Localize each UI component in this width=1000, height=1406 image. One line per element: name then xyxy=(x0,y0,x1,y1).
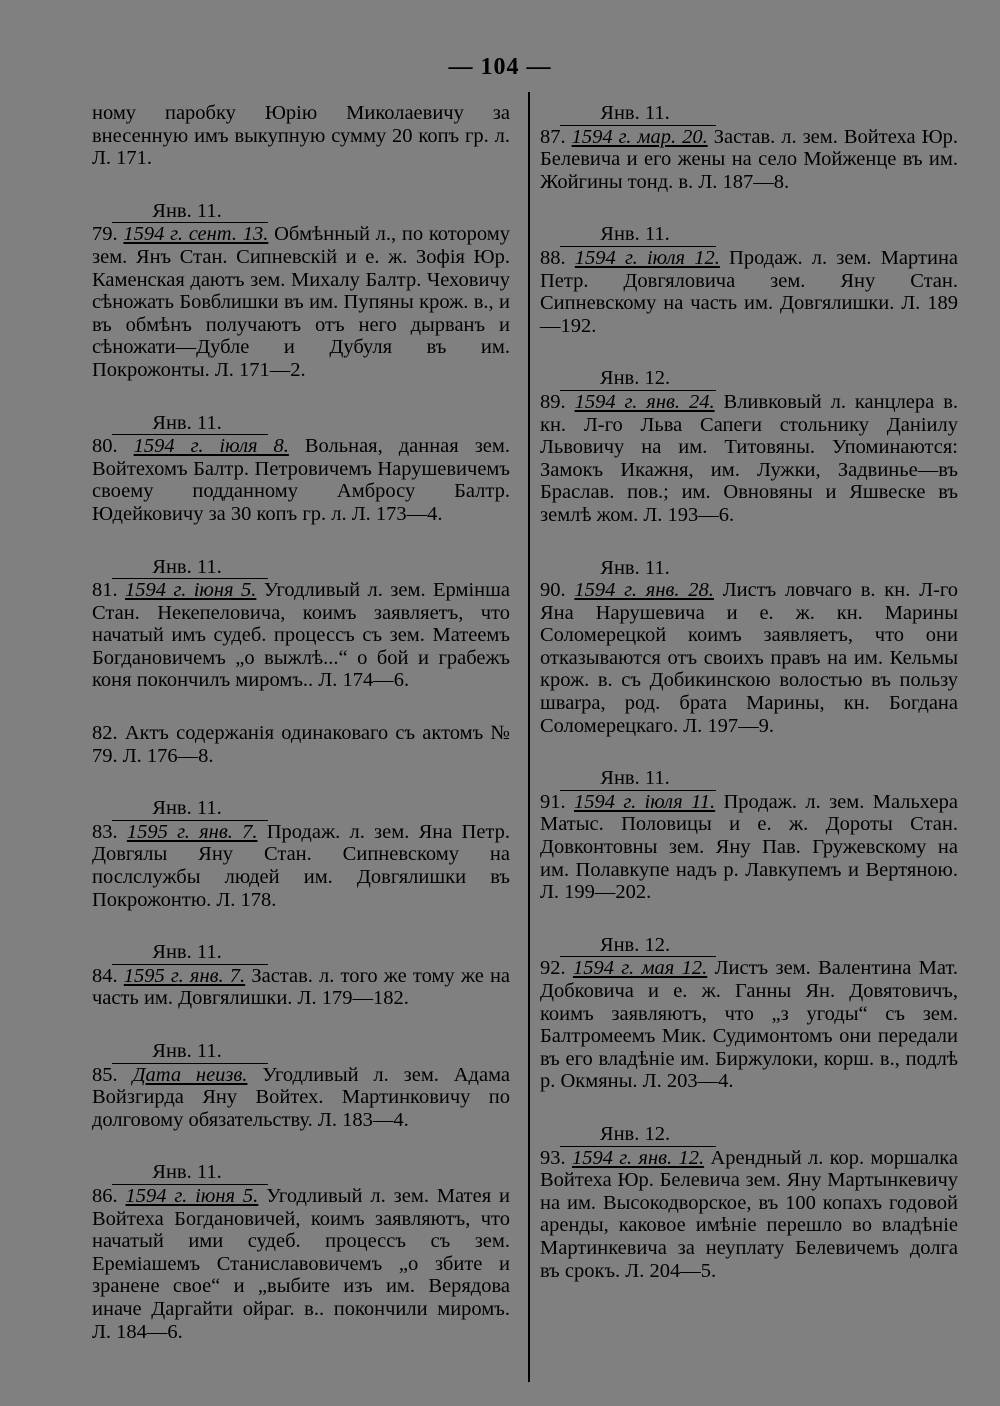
entry-body: Обмѣнный л., по которому зем. Янъ Стан. Сипневскій и е. ж. Зофія Юр. Каменская даютъ зем. Михалу Балтр. Чеховичу сѣножать Бовблишки въ им. Пупяны крож. в., и въ обмѣнъ получаютъ отъ него дырванъ и сѣножати—Дубле и Дубуля въ им. Покрожонты. Л. 171—2. xyxy=(92,223,511,381)
entry-continuation xyxy=(92,102,510,170)
entry-date-label: Янв. 12. xyxy=(599,933,671,956)
entry-text xyxy=(540,1147,958,1283)
entry-body: Продаж. л. зем. Мартина Петр. Довгяловича зем. Яну Стан. Сипневскому на часть им. Довгялишки. Л. 189—192. xyxy=(540,246,959,337)
entry-body: Угодливый л. зем. Ермінша Стан. Некепеловича, коимъ заявляетъ, что начатый имъ судеб. процессъ съ зем. Матеемъ Богдановичемъ „о выжлѣ...“ о бой и грабежъ коня покончилъ миромъ.. Л. 174—6. xyxy=(92,579,511,692)
entry-body: Вольная, данная зем. Войтехомъ Балтр. Петровичемъ Нарушевичемъ своему подданному Амбросу Балтр. Юдейковичу за 30 копъ гр. л. Л. 173—4. xyxy=(92,435,510,525)
entry-text xyxy=(92,579,510,692)
page-number: — 104 — xyxy=(448,54,552,80)
entry-date-label: Янв. 11. xyxy=(152,555,222,578)
entry-date: 1594 г. сент. 13. xyxy=(123,223,269,246)
entry-text xyxy=(540,791,958,904)
entry-number: 91. xyxy=(540,790,566,813)
entry-date: 1594 г. іюля 11. xyxy=(573,790,716,813)
entry-text xyxy=(92,965,510,1010)
entry-date-label: Янв. 11. xyxy=(600,223,670,246)
entry-date-label: Янв. 11. xyxy=(600,767,670,790)
entry-number: 89. xyxy=(540,390,566,413)
entry-text xyxy=(540,957,958,1093)
entry-number: 85. xyxy=(92,1063,118,1086)
entry-89 xyxy=(540,367,958,526)
entry-date-label: Янв. 11. xyxy=(600,556,670,579)
entry-date: 1594 г. іюня 5. xyxy=(125,579,257,602)
entry-date-label: Янв. 12. xyxy=(599,1122,671,1145)
entry-date-label: Янв. 11. xyxy=(152,1161,222,1184)
entry-body: Угодливый л. зем. Матея и Войтеха Богдановичей, коимъ заявляютъ, что начатый ими судеб. процессъ съ зем. Еремiашемъ Станиславовичемъ „о збите и зранене свое“ и „выбите изъ им. Верядова иначе Даргайти ойраг. в.. покончили миромъ. Л. 184—6. xyxy=(92,1184,511,1343)
entry-number: 82. xyxy=(92,722,118,745)
entry-84 xyxy=(92,941,510,1010)
entry-date: 1594 г. янв. 12. xyxy=(571,1146,705,1169)
entry-date: 1594 г. іюля 12. xyxy=(574,246,720,269)
entry-date: 1595 г. янв. 7. xyxy=(126,820,258,843)
entry-body: Застав. л. того же тому же на часть им. Довгялишки. Л. 179—182. xyxy=(92,964,511,1010)
entry-date-label: Янв. 11. xyxy=(152,1040,222,1062)
entry-number: 79. xyxy=(92,223,118,246)
entry-text xyxy=(92,1185,510,1343)
entry-date-label: Янв. 12. xyxy=(599,367,671,390)
entry-text xyxy=(540,391,958,527)
entry-number: 86. xyxy=(92,1184,118,1207)
entry-date: 1594 г. мая 12. xyxy=(572,957,708,980)
entry-text xyxy=(92,435,510,525)
entry-text xyxy=(540,579,958,737)
left-column xyxy=(92,102,510,1343)
entry-date: 1594 г. іюля 8. xyxy=(133,435,289,458)
entry-date: 1594 г. янв. 28. xyxy=(574,579,714,602)
entry-body: Угодливый л. зем. Адама Войзгирда Яну Войтех. Мартинковичу по долговому обязательству. Л. 183—4. xyxy=(92,1063,511,1131)
entry-body: Листъ зем. Валентина Мат. Добковича и е. ж. Ганны Ян. Довятовичъ, коимъ заявляютъ, что „з угоды“ съ зем. Балтромеемъ Мик. Судимонтомъ они передали въ его владѣніе им. Биржулоки, корш. в., подлѣ р. Окмяны. Л. 203—4. xyxy=(540,957,959,1093)
entry-date: 1594 г. янв. 24. xyxy=(574,390,715,413)
entry-88 xyxy=(540,223,958,337)
entry-number: 81. xyxy=(92,579,118,602)
entry-80 xyxy=(92,412,510,526)
entry-date: 1594 г. мар. 20. xyxy=(571,125,708,148)
entry-text xyxy=(92,1064,510,1132)
entry-date: Дата неизв. xyxy=(132,1063,248,1086)
entry-87 xyxy=(540,102,958,193)
entry-body: Продаж. л. зем. Яна Петр. Довгялы Яну Стан. Сипневскому на послслужбы людей им. Довгялишки въ Покрожонтю. Л. 178. xyxy=(92,820,511,911)
entry-text xyxy=(540,247,958,337)
entry-91 xyxy=(540,767,958,904)
entry-number: 92. xyxy=(540,957,566,980)
entry-text xyxy=(92,722,510,767)
entry-body: Арендный л. кор. моршалка Войтеха Юр. Белевича зем. Яну Мартынкевичу на им. Высокодворское, въ 100 копахъ годовой аренды, каковое имѣніе перешло во владѣніе Мартинкевича за неуплату Белевичемъ долга въ срокъ. Л. 204—5. xyxy=(540,1146,959,1282)
entry-body: Вливковый л. канцлера в. кн. Л-го Льва Сапеги стольнику Даніилу Львовичу на им. Титовяны. Упоминаются: Замокъ Икажня, им. Лужки, Задвинье—въ Браслав. пов.; им. Овновяны и Яшвеске въ землѣ жом. Л. 193—6. xyxy=(540,390,958,526)
entry-number: 84. xyxy=(92,964,118,987)
entry-92 xyxy=(540,934,958,1093)
entry-number: 90. xyxy=(540,579,566,602)
right-column xyxy=(540,102,958,1282)
entry-body: Продаж. л. зем. Мальхера Матыс. Половицы и е. ж. Дороты Стан. Довконтовны зем. Яну Пав. Гружевскому на им. Полавкупе надъ р. Лавкупемъ и Вертяною. Л. 199—202. xyxy=(540,790,958,904)
entry-number: 93. xyxy=(540,1146,566,1169)
entry-body: Актъ содержанія одинаковаго съ актомъ № 79. Л. 176—8. xyxy=(92,722,510,767)
entry-79 xyxy=(92,200,510,382)
entry-date-label: Янв. 11. xyxy=(152,941,222,964)
entry-93 xyxy=(540,1123,958,1282)
entry-date: 1595 г. янв. 7. xyxy=(123,964,246,987)
entry-text xyxy=(92,223,510,381)
entry-text xyxy=(92,821,510,911)
entry-body: Листъ ловчаго в. кн. Л-го Яна Нарушевича и е. ж. кн. Марины Соломерецкой коимъ заявляетъ, что они отказываются отъ своихъ правъ на им. Кельмы крож. в. съ Добикинскою волостью въ пользу шваrpa, род. брата Марины, кн. Богдана Соломерецкаго. Л. 197—9. xyxy=(540,579,959,737)
entry-date-label: Янв. 11. xyxy=(152,797,222,820)
entry-date-label: Янв. 11. xyxy=(600,102,670,124)
entry-90 xyxy=(540,557,958,738)
entry-number: 87. xyxy=(540,125,566,148)
entry-number: 83. xyxy=(92,820,118,843)
entry-86 xyxy=(92,1161,510,1343)
entry-83 xyxy=(92,797,510,911)
entry-number: 88. xyxy=(540,246,566,269)
entry-body: Застав. л. зем. Войтеха Юр. Белевича и его жены на село Мойженце въ им. Жойгины тонд. в. Л. 187—8. xyxy=(540,125,959,193)
entry-text xyxy=(540,126,958,194)
entry-number: 80. xyxy=(92,435,118,458)
entry-81 xyxy=(92,556,510,693)
entry-date-label: Янв. 11. xyxy=(152,411,222,434)
entry-date: 1594 г. іюня 5. xyxy=(125,1184,259,1207)
entry-text: ному паробку Юрію Миколаевичу за внесенную имъ выкупную сумму 20 копъ гр. л. Л. 171. xyxy=(92,102,510,170)
entry-82 xyxy=(92,722,510,767)
column-divider xyxy=(528,92,530,1382)
entry-85 xyxy=(92,1040,510,1131)
entry-date-label: Янв. 11. xyxy=(152,199,222,222)
